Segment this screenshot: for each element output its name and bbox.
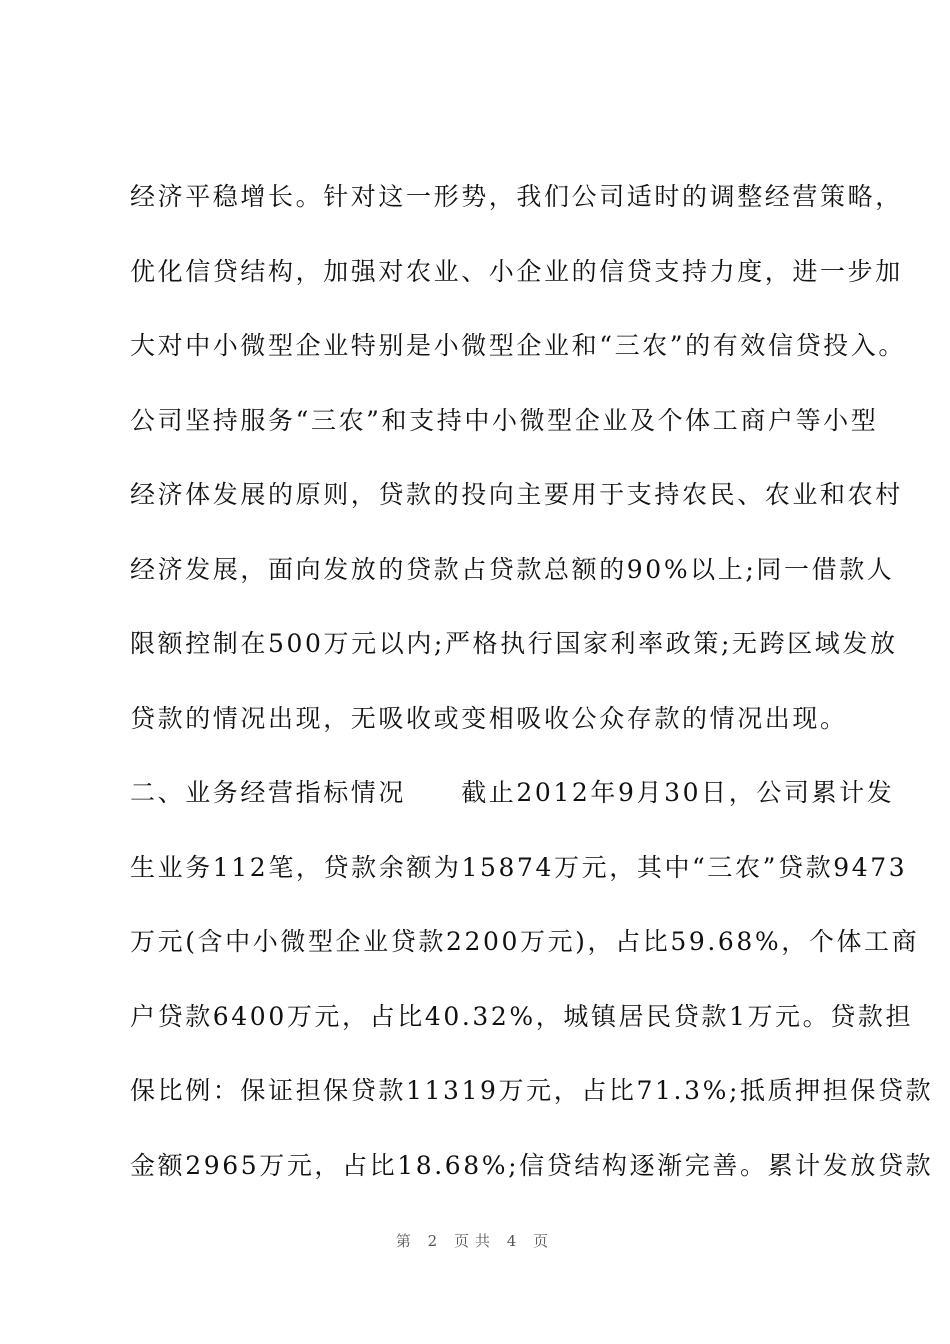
text-line-5: 经济体发展的原则，贷款的投向主要用于支持农民、农业和农村 bbox=[130, 480, 903, 509]
text-line-10: 生业务112笔，贷款余额为15874万元，其中“三农”贷款9473 bbox=[130, 852, 908, 882]
text-line-8: 贷款的情况出现，无吸收或变相吸收公众存款的情况出现。 bbox=[130, 703, 848, 733]
body-text bbox=[130, 172, 934, 1215]
text-line-6: 经济发展，面向发放的贷款占贷款总额的90%以上;同一借款人 bbox=[130, 554, 895, 584]
text-line-7: 限额控制在500万元以内;严格执行国家利率政策;无跨区域发放 bbox=[130, 629, 898, 658]
text-line-4: 公司坚持服务“三农”和支持中小微型企业及个体工商户等小型 bbox=[130, 405, 879, 435]
text-line-2: 优化信贷结构，加强对农业、小企业的信贷支持力度，进一步加 bbox=[130, 256, 903, 286]
text-line-13: 保比例：保证担保贷款11319万元，占比71.3%;抵质押担保贷款 bbox=[130, 1076, 934, 1105]
text-line-1: 经济平稳增长。针对这一形势，我们公司适时的调整经营策略， bbox=[130, 182, 903, 211]
text-line-11: 万元(含中小微型企业贷款2200万元)，占比59.68%，个体工商 bbox=[130, 927, 920, 956]
section-heading-line: 二、业务经营指标情况 截止2012年9月30日，公司累计发 bbox=[130, 778, 895, 807]
text-line-12: 户贷款6400万元，占比40.32%，城镇居民贷款1万元。贷款担 bbox=[130, 1001, 914, 1031]
page-number-footer: 第 2 页共 4 页 bbox=[395, 1232, 555, 1250]
text-line-3: 大对中小微型企业特别是小微型企业和“三农”的有效信贷投入。 bbox=[130, 331, 906, 360]
text-line-14: 金额2965万元，占比18.68%;信贷结构逐渐完善。累计发放贷款 bbox=[130, 1150, 934, 1180]
